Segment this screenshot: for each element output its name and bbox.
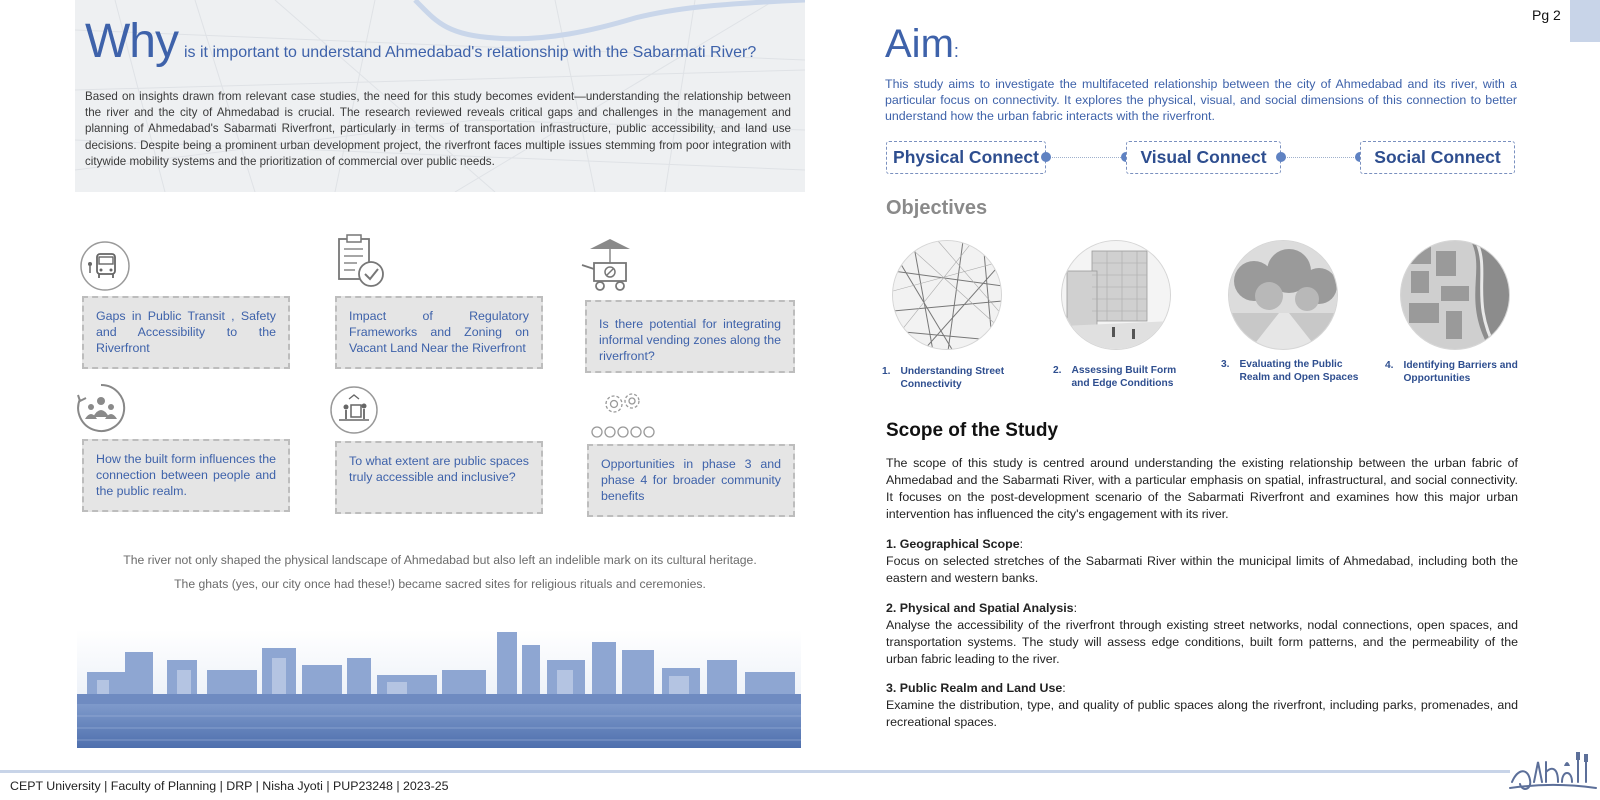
objective-text: Understanding Street Connectivity <box>900 366 1005 390</box>
checklist-icon <box>333 233 389 289</box>
page-tab <box>1570 0 1600 42</box>
why-heading <box>85 14 756 69</box>
bus-icon <box>79 240 131 292</box>
scope-heading: Scope of the Study <box>886 420 1059 441</box>
scope-section-heading: 1. Geographical Scope <box>886 537 1020 551</box>
aim-heading <box>885 22 959 67</box>
connector-dot <box>1041 152 1051 162</box>
visual-connect-box: Visual Connect <box>1126 141 1281 174</box>
objective-number: 3. <box>1221 359 1230 370</box>
ahmedabad-skyline-logo <box>1508 738 1598 796</box>
scope-section-body: Examine the distribution, type, and quality of public spaces along the riverfront, including parks, promenades, and recreational spaces. <box>886 698 1518 729</box>
accessible-space-icon <box>329 385 379 435</box>
objective-number: 4. <box>1385 360 1394 371</box>
objective-number: 1. <box>882 366 891 377</box>
why-big-word: Why <box>85 15 178 68</box>
riverfront-skyline-image <box>77 630 801 748</box>
why-subtitle: is it important to understand Ahmedabad's relationship with the Sabarmati River? <box>184 44 757 61</box>
objective-label-2 <box>1053 364 1193 390</box>
objective-text: Identifying Barriers and Opportunities <box>1403 360 1518 384</box>
footer-credits: CEPT University | Faculty of Planning | DRP | Nisha Jyoti | PUP23248 | 2023-25 <box>10 779 449 793</box>
heritage-quote-line-2: The ghats (yes, our city once had these!) became sacred sites for religious rituals and ceremonies. <box>174 577 706 591</box>
objective-image-built-form <box>1061 240 1171 350</box>
why-paragraph: Based on insights drawn from relevant case studies, the need for this study becomes evident—understanding the relationship between the river and the city of Ahmedabad is crucial. The research reviewed reveals critical gaps and challenges in the management and planning of Ahmedabad's Sabarmati Riverfront, particularly in terms of transportation infrastructure, public accessibility, and land use decisions. Despite being a prominent urban development project, the riverfront faces multiple issues stemming from poor integration with citywide mobility systems and the prioritization of commercial over public needs. <box>85 90 791 168</box>
footer-divider <box>0 770 1510 773</box>
question-box-regulatory: Impact of Regulatory Frameworks and Zoning on Vacant Land Near the Riverfront <box>335 296 543 369</box>
question-box-built-form: How the built form influences the connection between people and the public realm. <box>82 439 290 512</box>
social-connect-box: Social Connect <box>1360 141 1515 174</box>
connector-dot <box>1276 152 1286 162</box>
scope-section-colon: : <box>1073 601 1078 615</box>
question-box-transit: Gaps in Public Transit , Safety and Accessibility to the Riverfront <box>82 296 290 369</box>
heritage-quote-line-1: The river not only shaped the physical landscape of Ahmedabad but also left an indelible mark on its cultural heritage. <box>123 553 757 567</box>
question-box-accessibility: To what extent are public spaces truly accessible and inclusive? <box>335 441 543 514</box>
scope-section-colon: : <box>1062 681 1066 695</box>
scope-section-geographical <box>886 536 1518 587</box>
connector-line-2 <box>1280 157 1360 158</box>
community-gears-icon <box>590 390 660 438</box>
scope-section-public-realm <box>886 680 1518 731</box>
scope-section-heading: 3. Public Realm and Land Use <box>886 681 1063 695</box>
physical-connect-box: Physical Connect <box>886 141 1046 174</box>
objectives-heading: Objectives <box>886 197 988 219</box>
objective-label-4 <box>1385 359 1525 385</box>
objective-label-1 <box>882 365 1022 391</box>
scope-section-colon: : <box>1019 537 1024 551</box>
why-section <box>75 0 805 192</box>
objective-text: Assessing Built Form and Edge Conditions <box>1071 365 1177 389</box>
objective-image-barriers-map <box>1400 240 1510 350</box>
question-box-phase: Opportunities in phase 3 and phase 4 for broader community benefits <box>587 444 795 517</box>
scope-section-body: Focus on selected stretches of the Sabarmati River within the municipal limits of Ahmedabad, including both the eastern and western banks. <box>886 554 1518 585</box>
scope-section-heading: 2. Physical and Spatial Analysis <box>886 601 1074 615</box>
aim-title-text: Aim <box>885 22 954 66</box>
objective-text: Evaluating the Public Realm and Open Spaces <box>1239 359 1359 383</box>
page-number: Pg 2 <box>1532 7 1561 23</box>
objective-image-street-map <box>892 240 1002 350</box>
objective-image-public-realm <box>1228 240 1338 350</box>
objective-label-3 <box>1221 358 1361 384</box>
scope-intro: The scope of this study is centred around understanding the existing relationship between the urban fabric of Ahmedabad and the Sabarmati River, with a particular emphasis on spatial, infrastructural, and social connectivity. It focuses on the post-development scenario of the Sabarmati Riverfront and examines how this major urban intervention has influenced the city's engagement with its river. <box>886 456 1518 521</box>
connector-line-1 <box>1045 157 1125 158</box>
vending-cart-icon <box>580 235 640 295</box>
aim-paragraph: This study aims to investigate the multifaceted relationship between the city of Ahmedabad and its river, with a particular focus on connectivity. It explores the physical, visual, and social dimensions of this connection to better understand how the urban fabric interacts with the riverfront. <box>885 77 1517 124</box>
scope-section-physical <box>886 600 1518 668</box>
objective-number: 2. <box>1053 365 1062 376</box>
aim-title-colon: : <box>953 41 959 61</box>
scope-section-body: Analyse the accessibility of the riverfront through existing street networks, nodal connections, open spaces, and transportation systems. The study will assess edge conditions, built form patterns, and the permeability of the urban fabric leading to the river. <box>886 618 1518 666</box>
people-cycle-icon <box>76 383 126 433</box>
question-box-vending: Is there potential for integrating informal vending zones along the riverfront? <box>585 300 795 373</box>
